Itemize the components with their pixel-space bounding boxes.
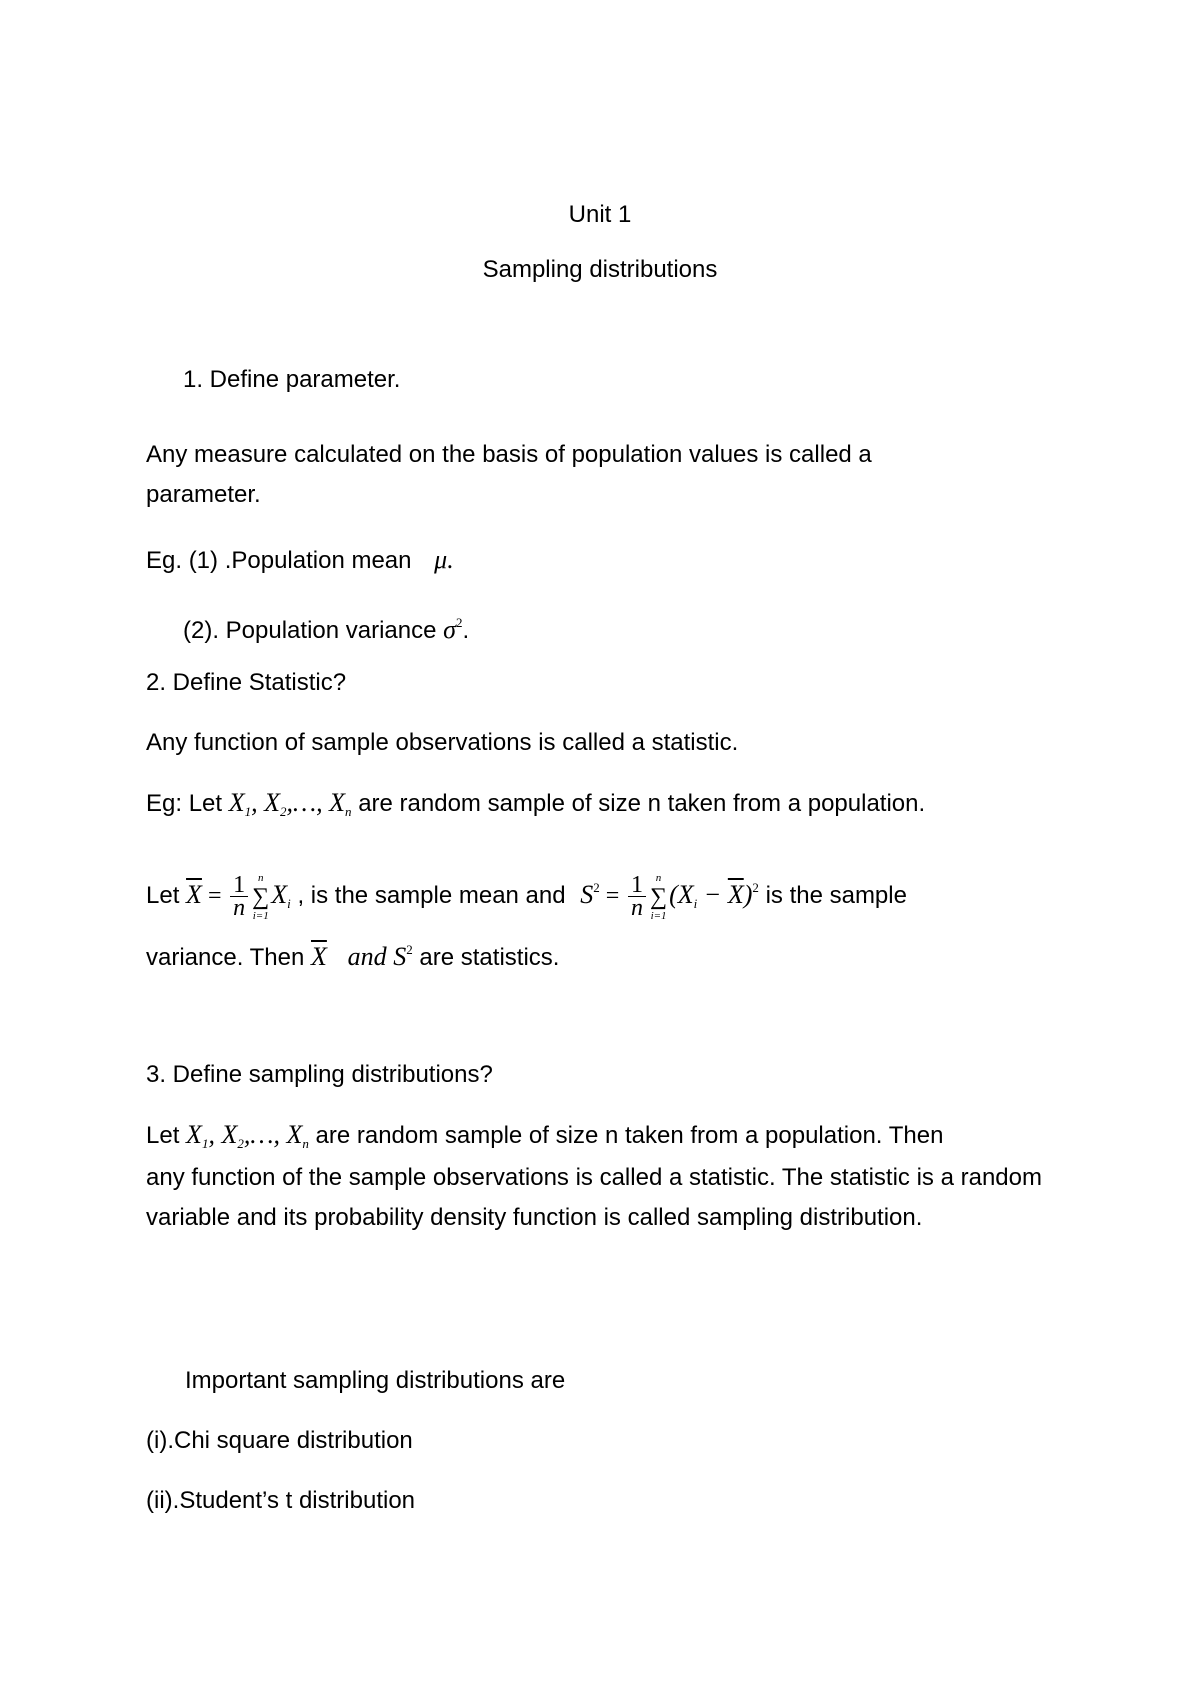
question-3: 3. Define sampling distributions? [146, 1061, 493, 1088]
question-1: 1. Define parameter. [183, 366, 401, 393]
summation-icon: n ∑ i=1 [252, 871, 270, 922]
question-2: 2. Define Statistic? [146, 669, 347, 696]
answer-3-rest: any function of the sample observations is called a statistic. The statistic is a random variable and its probability density function is called sampling distribution. [146, 1164, 1042, 1231]
list-item: (i).Chi square distribution [146, 1427, 413, 1454]
summation-icon: n ∑ i=1 [650, 871, 668, 922]
example-2: Eg: Let $X_1$, $X_2,\dots$, $X_n$ are random sample of size n taken from a population. [146, 788, 926, 819]
answer-2: Any function of sample observations is called a statistic. [146, 729, 739, 756]
important-heading: Important sampling distributions are [185, 1367, 566, 1394]
page-title: Sampling distributions [482, 256, 718, 283]
formula-line: Let $\overline{X}$ = $\frac{1}{n}$ n ∑ i=1 $X_i$ , is the sample mean and $S^2$ = $\frac{1}{n}$ n ∑ i=1 $(X_i - \overline{X})^2$ is the sample [146, 871, 907, 922]
x-bar-symbol: $\overline{X}$ [186, 880, 202, 909]
example-1-1: Eg. (1) .Population mean μ. [146, 545, 454, 574]
list-item: (ii).Student’s t distribution [146, 1487, 416, 1514]
variance-line: variance. Then $\overline{X}$ and $S^2$ are statistics. [146, 942, 560, 971]
fraction-one-over-n: $\frac{1}{n}$ [230, 874, 248, 919]
example-1-2: (2). Population variance $\sigma^2$. [183, 615, 470, 644]
answer-1: Any measure calculated on the basis of population values is called a parameter. [146, 441, 872, 508]
sample-sequence: $X_1$, $X_2,\dots$, $X_n$ [228, 788, 352, 819]
sigma-symbol: σ [443, 615, 456, 644]
answer-3-first: Let $X_1$, $X_2,\dots$, $X_n$ are random sample of size n taken from a population. Then [146, 1120, 944, 1151]
unit-heading: Unit 1 [568, 201, 632, 228]
mu-symbol: μ. [434, 545, 454, 574]
